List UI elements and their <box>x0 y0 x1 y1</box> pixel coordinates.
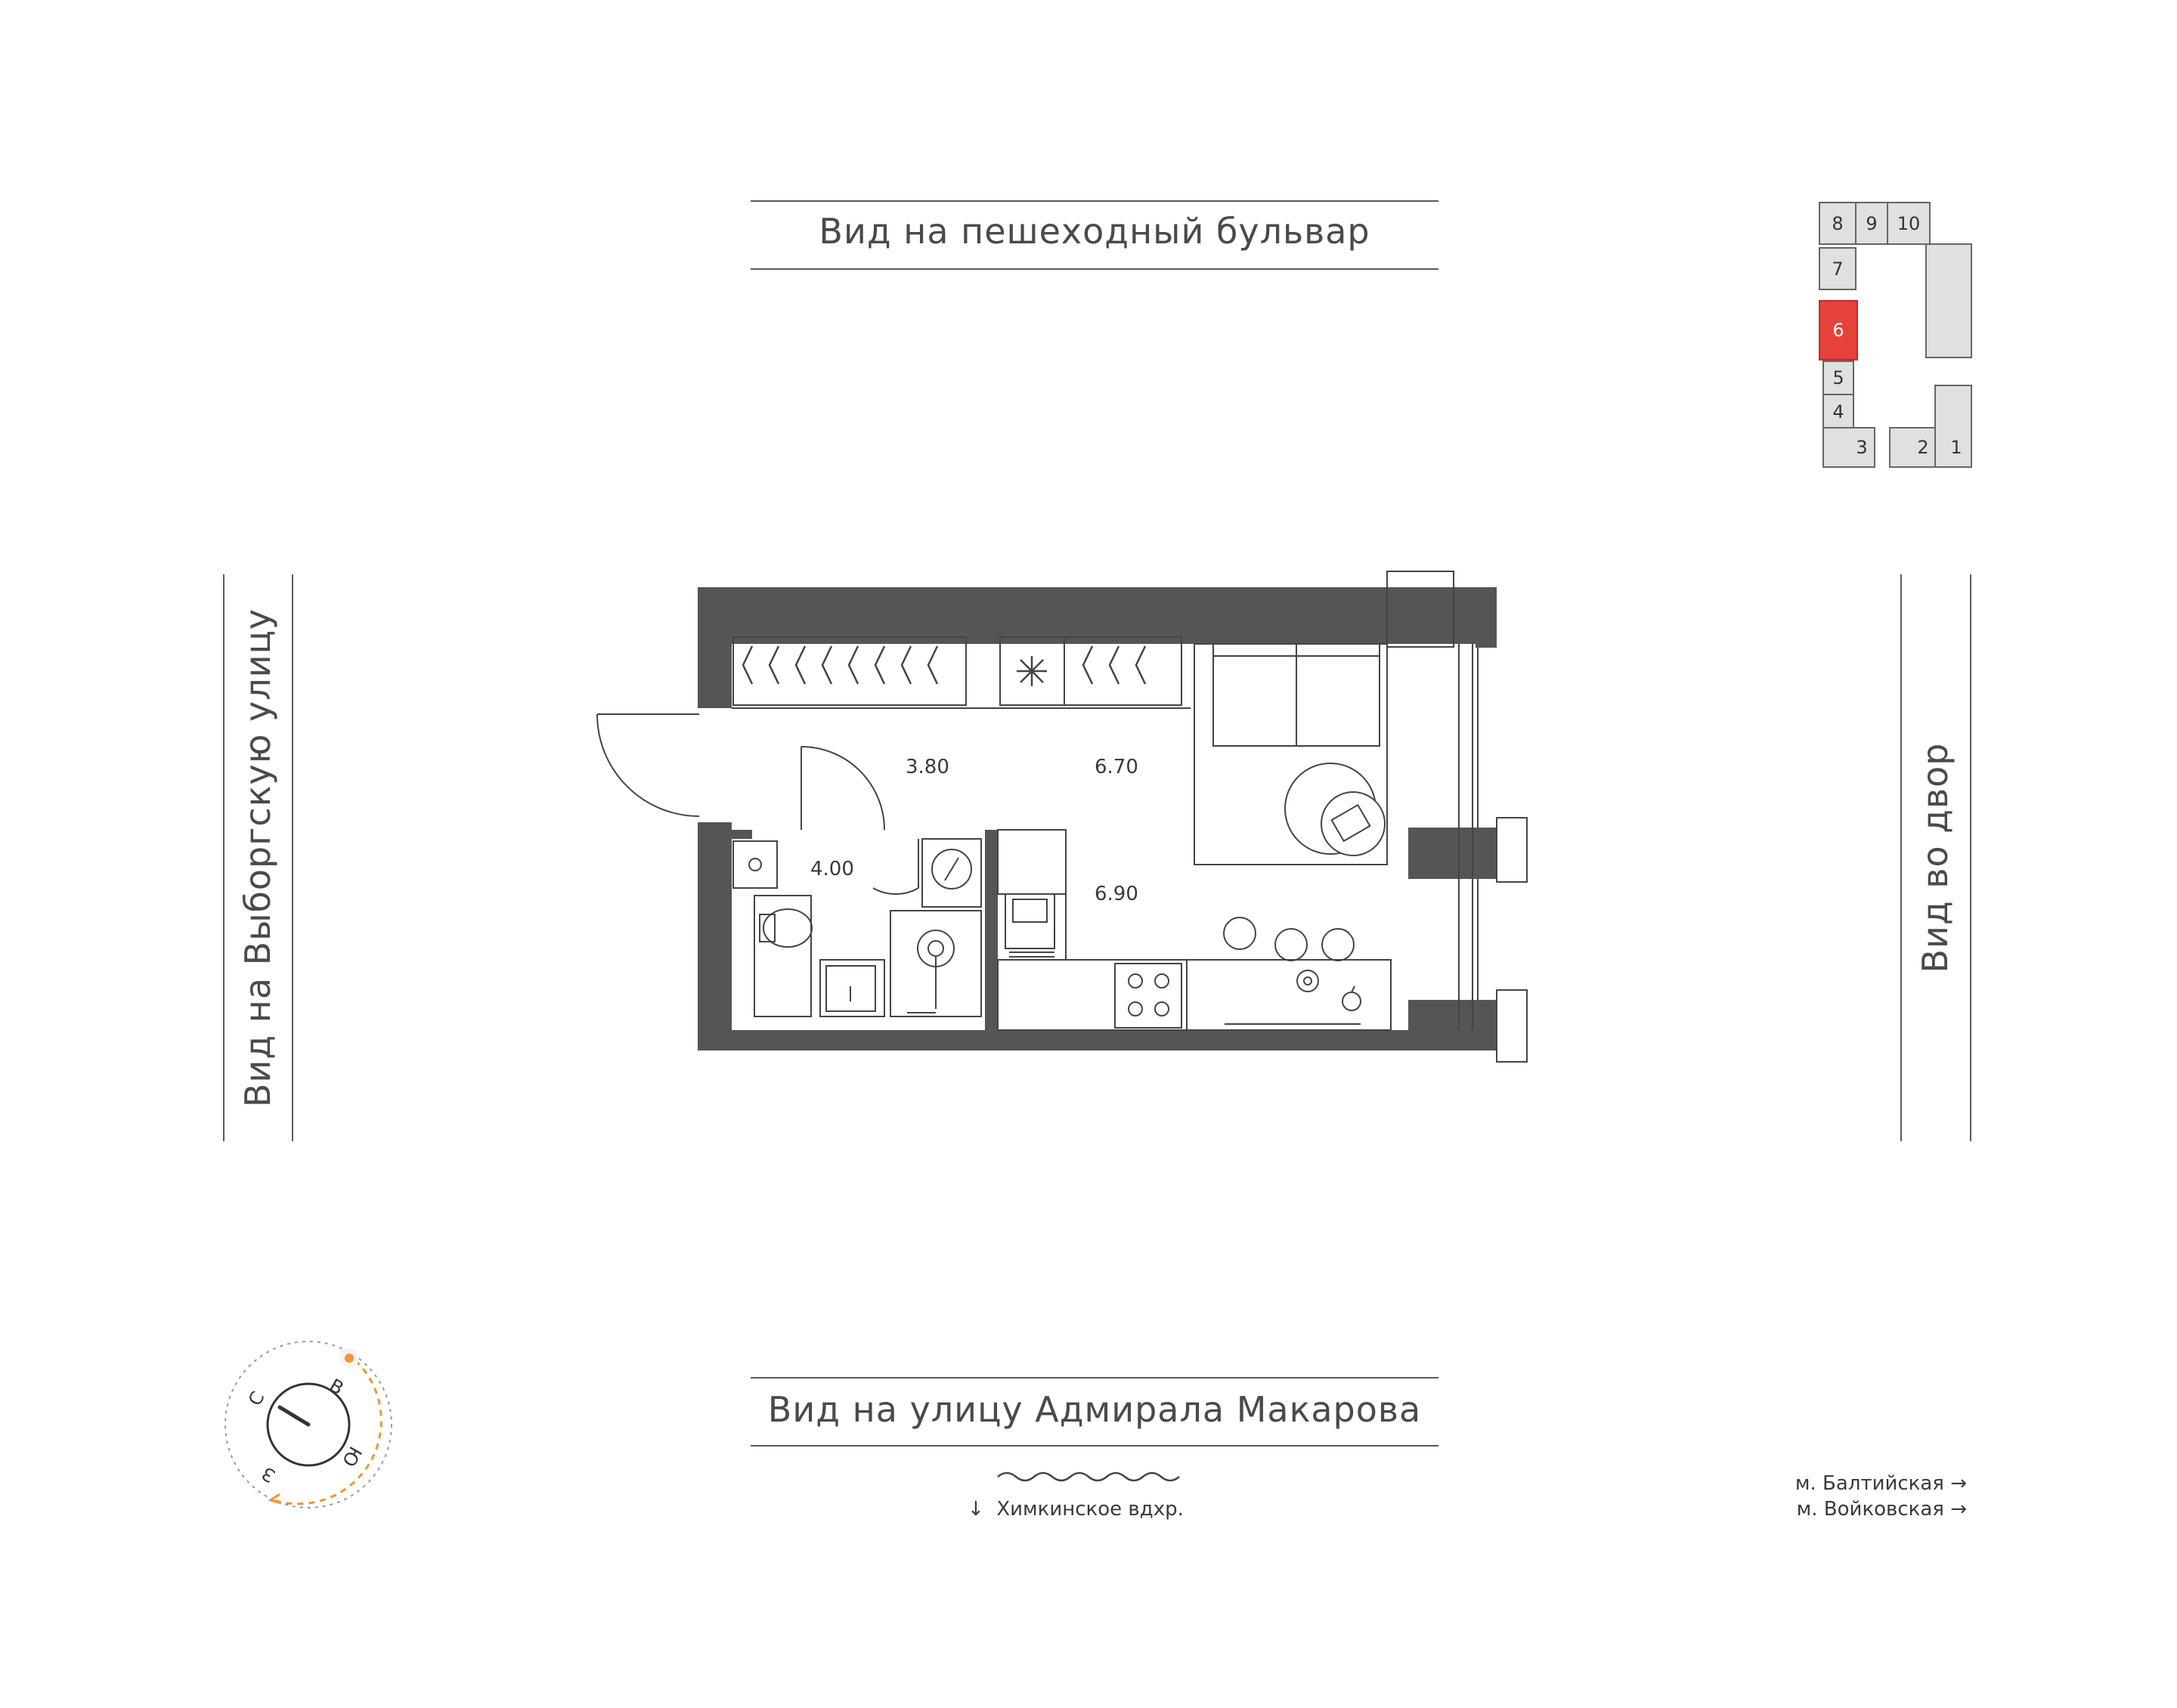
svg-text:2: 2 <box>1917 437 1929 458</box>
washer <box>733 841 777 888</box>
wall-top <box>698 587 1497 644</box>
compass-needle <box>280 1407 308 1425</box>
wall-right-pier-mid <box>1408 828 1497 879</box>
kitchen-cabinet <box>998 830 1066 894</box>
svg-text:4: 4 <box>1832 401 1844 422</box>
wall-right-pier-top <box>1476 587 1497 648</box>
floor-plan <box>582 559 1565 1088</box>
compass-south: Ю <box>337 1443 367 1471</box>
water-label <box>968 1498 1184 1521</box>
stool-1 <box>1224 917 1256 949</box>
down-arrow-icon: ↓ <box>968 1498 984 1521</box>
svg-text:9: 9 <box>1866 213 1878 234</box>
svg-text:8: 8 <box>1832 213 1844 234</box>
water-name: Химкинское вдхр. <box>996 1498 1184 1521</box>
wall-bottom <box>698 1030 1497 1050</box>
bottom-view-label: Вид на улицу Адмирала Макарова <box>767 1389 1422 1430</box>
bottom-view-rule-upper <box>751 1377 1438 1378</box>
metro-item: м. Балтийская → <box>1795 1472 1967 1495</box>
kitchen-area: 6.90 <box>1095 883 1138 905</box>
window-frame-mid <box>1497 818 1527 882</box>
entry-door <box>597 714 699 816</box>
svg-text:5: 5 <box>1832 367 1844 388</box>
wall-partition <box>985 830 998 1030</box>
section-map <box>1810 195 1984 475</box>
bath-area: 4.00 <box>810 858 854 880</box>
top-view-label: Вид на пешеходный бульвар <box>819 211 1370 252</box>
compass-north: С <box>243 1388 269 1409</box>
left-view-rule-outer <box>223 574 225 1141</box>
wardrobe-right <box>1064 637 1181 705</box>
left-view-label: Вид на Выборгскую улицу <box>237 608 278 1108</box>
kitchen-counter <box>998 960 1391 1030</box>
top-view-rule-lower <box>751 268 1438 270</box>
small-door <box>873 839 918 894</box>
compass-east: В <box>326 1374 348 1400</box>
metro-list <box>1795 1471 1967 1522</box>
left-view-rule-inner <box>292 574 293 1141</box>
living-area: 6.70 <box>1095 756 1138 778</box>
compass-west: З <box>258 1462 279 1487</box>
kettle <box>1342 992 1361 1010</box>
hall-area: 3.80 <box>906 756 949 778</box>
wall-left-upper <box>698 587 732 708</box>
metro-item: м. Войковская → <box>1796 1498 1967 1521</box>
right-view-rule-inner <box>1900 574 1902 1141</box>
top-view-rule-upper <box>751 200 1438 202</box>
bottom-view-rule-lower <box>751 1445 1438 1447</box>
stool-3 <box>1322 929 1354 961</box>
svg-text:7: 7 <box>1832 258 1844 280</box>
right-view-label: Вид во двор <box>1915 742 1956 973</box>
svg-text:1: 1 <box>1950 437 1962 458</box>
kitchen-sink <box>1297 970 1318 992</box>
wave-icon <box>996 1468 1193 1486</box>
wall-left-lower <box>698 822 732 1050</box>
stool-2 <box>1275 929 1307 961</box>
wall-right-pier-bottom <box>1408 1000 1497 1050</box>
armchair <box>1321 792 1385 856</box>
compass <box>219 1338 416 1527</box>
svg-text:6: 6 <box>1832 320 1844 341</box>
hob <box>1115 964 1181 1028</box>
sun-path-arc <box>274 1360 381 1504</box>
svg-text:3: 3 <box>1856 437 1868 458</box>
bath-door <box>801 747 884 830</box>
wall-bath-left <box>718 830 752 839</box>
svg-text:10: 10 <box>1897 213 1921 234</box>
right-view-rule-outer <box>1970 574 1971 1141</box>
window-frame-bottom <box>1497 990 1527 1062</box>
section-right-wing <box>1926 244 1971 357</box>
